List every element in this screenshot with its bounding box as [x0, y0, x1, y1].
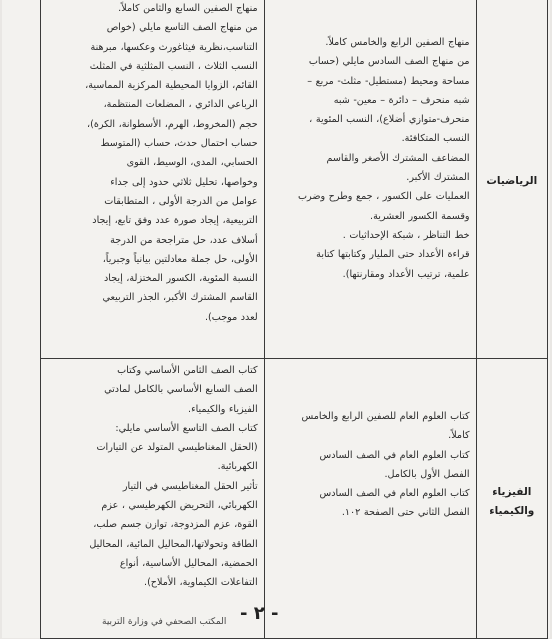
subject-label-physics: الفيزياء والكيمياء: [489, 485, 535, 517]
footer-note: المكتب الصحفي في وزارة التربية: [102, 617, 227, 627]
cell-physics-upper-grades: [41, 359, 265, 639]
math-upper-grades-text: منهاج الصفين السابع والثامن كاملاً. من منهاج الصف التاسع مايلي (خواص التناسب،نظرية فيثاغورث وعكسها، مبرهنة النسب الثلاث ، النسب المثلثية في المثلث القائم، الزوايا المحيطية المركزية المماسية، الرباعي الدائري ، المضلعات المنتظمة، حجم (المخروط، الهرم، الأسطوانة، الكرة)، حساب احتمال حدث، حساب (المتوسط الحسابي، المدى، الوسيط، القوى وخواصها، تحليل ثلاثي حدود إلى جداء عوامل من الدرجة الأولى ، المتطابقات التربيعية، إيجاد صورة عدد وفق تابع، إيجاد أسلاف عدد، حل متراجحة من الدرجة الأولى، حل جملة معادلتين بيانياً وجبرياً، النسبة المئوية، الكسور المختزلة، إيجاد القاسم المشترك الأكبر، الجذر التربيعي لعدد موجب).: [85, 3, 258, 323]
subject-label-math: الرياضيات: [486, 175, 538, 187]
page-number: - ٢ -: [240, 603, 279, 624]
document-page: [2, 0, 550, 638]
math-lower-grades-text: منهاج الصفين الرابع والخامس كاملاً. من منهاج الصف السادس مايلي (حساب مساحة ومحيط (مستطيل- مثلث- مربع – شبه منحرف – دائرة – معين- شبه منحرف-متوازي أضلاع)، النسب المئوية ، النسب المتكافئة. المضاعف المشترك الأصغر والقاسم المشترك الأكبر. العمليات على الكسور ، جمع وطرح وضرب وقسمة الكسور العشرية. خط التناظر ، شبكة الإحداثيات . قراءة الأعداد حتى المليار وكتابتها كتابة علمية، ترتيب الأعداد ومقارنتها).: [298, 37, 470, 280]
physics-lower-grades-text: كتاب العلوم العام للصفين الرابع والخامس كاملاً. كتاب العلوم العام في الصف السادس الفصل الأول بالكامل. كتاب العلوم العام في الصف السادس الفصل الثاني حتى الصفحة ١٠٢.: [301, 411, 470, 519]
cell-math-lower-grades: [264, 0, 476, 359]
cell-math-upper-grades: [41, 0, 265, 359]
cell-subject-math: [476, 0, 547, 359]
table-row: [41, 0, 548, 359]
table-row: [41, 359, 548, 639]
curriculum-table: [40, 0, 548, 639]
cell-physics-lower-grades: [264, 359, 476, 639]
physics-upper-grades-text: كتاب الصف الثامن الأساسي وكتاب الصف السابع الأساسي بالكامل لمادتي الفيزياء والكيمياء. كتاب الصف التاسع الأساسي مايلي: (الحقل المغناطيسي المتولد عن التيارات الكهربائية. تأثير الحقل المغناطيسي في التيار الكهربائي، التحريض الكهرطيسي ، عزم القوة، عزم المزدوجة، توازن جسم صلب، الطاقة وتحولاتها،المحاليل المائية، المحاليل الحمضية، المحاليل الأساسية، أنواع التفاعلات الكيماوية، الأملاح).: [89, 365, 258, 589]
cell-subject-physics: [476, 359, 547, 639]
